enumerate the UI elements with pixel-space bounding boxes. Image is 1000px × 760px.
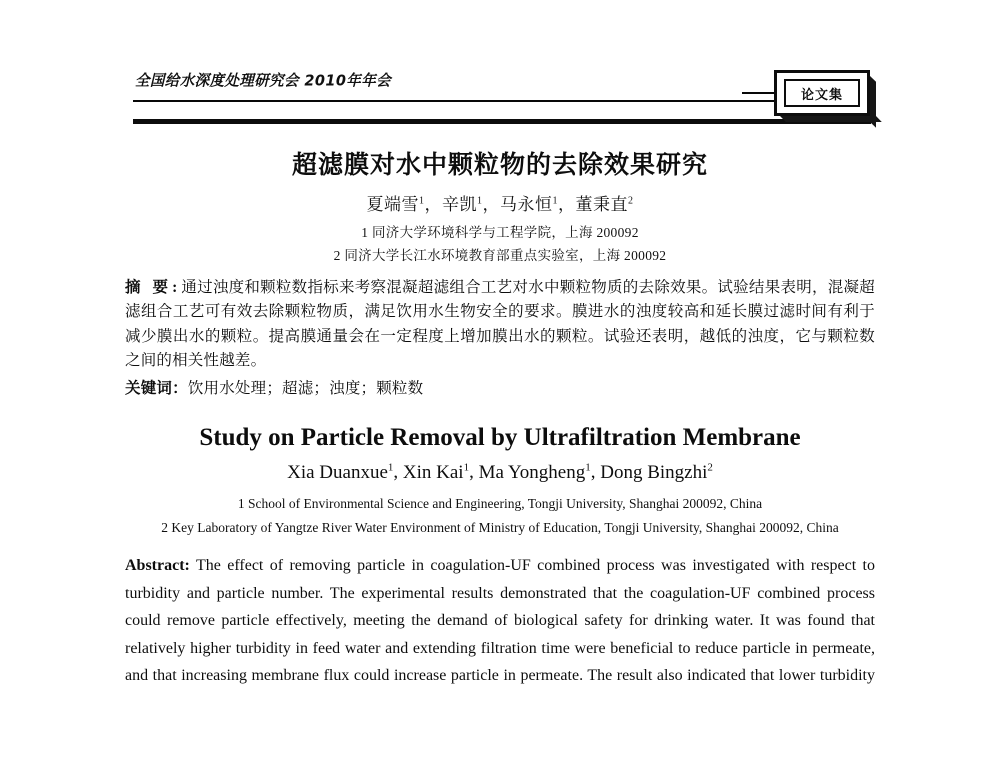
english-title: Study on Particle Removal by Ultrafiltration Membrane [199,424,801,452]
english-author-name: Ma Yongheng [478,461,586,483]
chinese-abstract-text: 通过浊度和颗粒数指标来考察混凝超滤组合工艺对水中颗粒物质的去除效果。试验结果表明，混凝超滤组合工艺可有效去除颗粒物质，满足饮用水生物安全的要求。膜进水的浊度较高和延长膜过滤时间有利于减少膜出水的颗粒。提高膜通量会在一定程度上增加膜出水的颗粒。试验还表明，越低的浊度，它与颗粒数之间的相关性越差。 [125,279,875,370]
english-affiliation-2: 2 Key Laboratory of Yangtze River Water Environment of Ministry of Education, Tongji University, Shanghai 200092, China [161,520,839,535]
chinese-author [576,195,634,214]
english-author-affil-marker: 1 [463,461,470,474]
chinese-affiliation-1: 1 同济大学环境科学与工程学院，上海 200092 [361,225,639,240]
proceedings-stamp-box [774,70,870,116]
stamp-outer-border [774,70,870,116]
english-author-name: Dong Bingzhi [600,461,708,483]
chinese-author [367,195,425,214]
stamp-inner-border [784,79,860,107]
stamp-label: 论文集 [800,87,843,103]
english-abstract [125,552,875,690]
english-author [600,462,713,483]
chinese-author-list: 夏端雪$^1$，辛凯$^1$，马永恒$^1$，董秉直$^2$ [366,195,634,214]
header-rule-thick [133,119,871,124]
chinese-keywords [125,377,875,401]
chinese-author-affil-marker: 1 [477,195,483,207]
chinese-author-affil-marker: 2 [628,195,634,207]
chinese-title: 超滤膜对水中颗粒物的去除效果研究 [291,150,708,179]
chinese-author-name: 董秉直 [575,195,628,214]
page-header [0,0,1000,130]
english-affiliation-1: 1 School of Environmental Science and Engineering, Tongji University, Shanghai 200092, China [237,495,763,511]
chinese-author [500,195,558,214]
chinese-author-name: 辛凯 [442,195,477,214]
chinese-author-affil-marker: 1 [552,195,558,207]
chinese-author-name: 夏端雪 [366,195,419,214]
english-author [403,462,469,483]
chinese-keywords-label: 关键词： [125,379,188,397]
stamp-shadow-bottom [780,116,882,122]
english-author-name: Xia Duanxue [287,461,388,483]
chinese-author-affil-marker: 1 [419,195,425,207]
header-rule-thin [133,100,871,102]
chinese-keywords-text: 饮用水处理；超滤；浊度；颗粒数 [187,379,424,397]
english-author [287,462,393,483]
running-header-title: 全国给水深度处理研究会 2010年年会 [135,73,392,90]
english-author-affil-marker: 1 [585,461,591,474]
english-abstract-label: Abstract: [125,557,190,575]
english-author [479,462,591,483]
chinese-abstract [125,276,875,374]
english-author-list: Xia Duanxue$^1$, Xin Kai$^1$, Ma Yongheng$^1$, Dong Bingzhi$^2$ [287,461,713,483]
document-body [125,150,875,690]
chinese-abstract-label: 摘 要: [125,279,182,296]
english-author-affil-marker: 1 [387,461,394,474]
english-abstract-text: The effect of removing particle in coagulation-UF combined process was investigated with respect to turbidity and particle number. The experimental results demonstrated that the coagulation-UF combined process could remove particle effectively, meeting the demand of biological safety for drinking water. It was found that relatively higher turbidity in feed water and extending filtration time were beneficial to reduce particle in permeate, and that increasing membrane flux could increase particle in permeate. The result also indicated that lower turbidity [125,557,875,685]
chinese-author-name: 马永恒 [500,195,553,214]
chinese-affiliation-2: 2 同济大学长江水环境教育部重点实验室，上海 200092 [333,248,667,263]
english-author-name: Xin Kai [402,461,464,483]
chinese-author [442,195,483,214]
english-author-affil-marker: 2 [707,461,713,474]
stamp-connector-line [742,92,776,94]
